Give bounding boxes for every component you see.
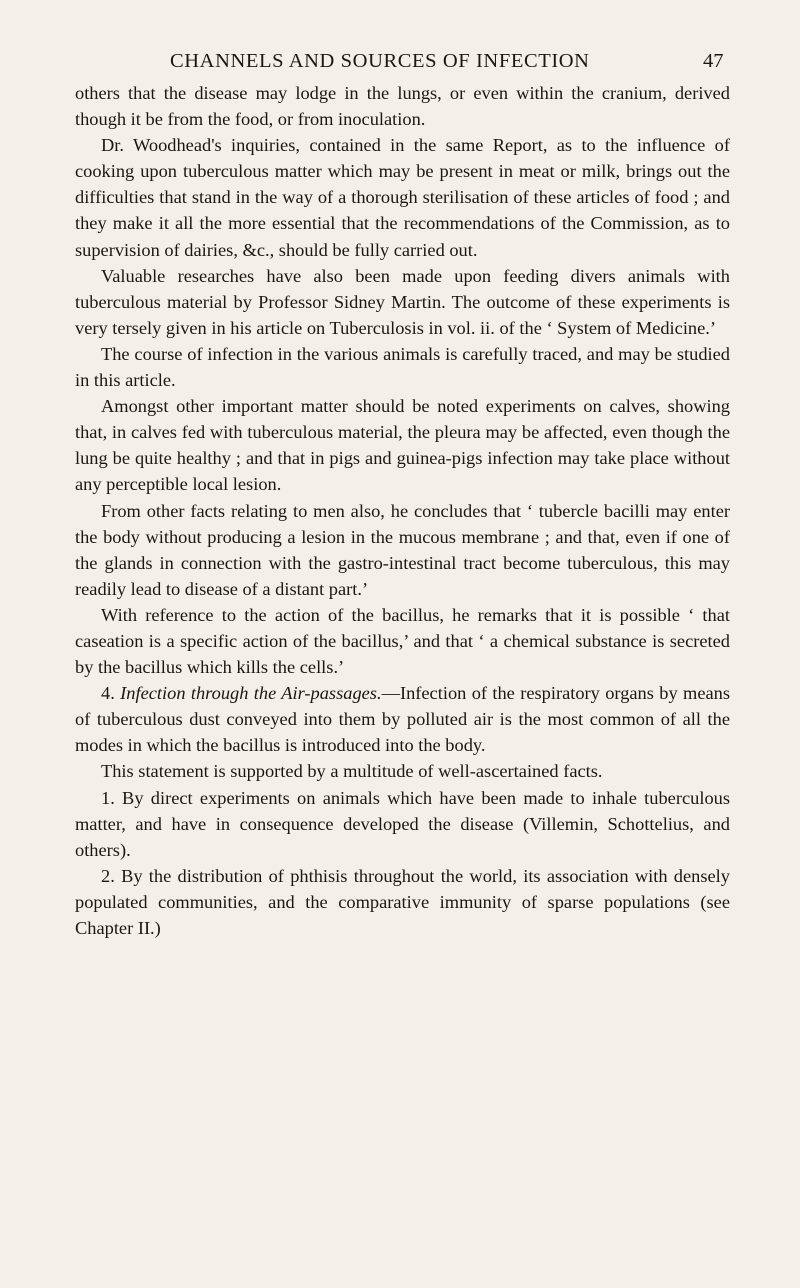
paragraph-woodhead: Dr. Woodhead's inquiries, contained in the same Report, as to the influence of cooking upon tuberculous matter which may be present in meat or milk, brings out the difficulties that stand in the way of a thorough sterilisation of these articles of food ; and they make it all the more essential that the recommendations of the Commission, as to supervision of dairies, &c., should be fully carried out. [75,135,730,260]
paragraph-action-bacillus: With reference to the action of the bacillus, he remarks that it is possible ‘ that caseation is a specific action of the bacillus,’ and that ‘ a chemical substance is secreted by the bacillus which kills the cells.’ [75,604,730,678]
running-title: CHANNELS AND SOURCES OF INFECTION [170,50,590,72]
paragraph-continuation: others that the disease may lodge in the lungs, or even within the cranium, derived though it be from the food, or from inoculation. [75,83,730,130]
page-number: 47 [703,50,724,72]
paragraph-researches: Valuable researches have also been made upon feeding divers animals with tuberculous material by Professor Sidney Martin. The outcome of these experiments is very tersely given in his article on Tuberculosis in vol. ii. of the ‘ System of Medicine.’ [75,265,730,338]
paragraph-facts-men: From other facts relating to men also, he concludes that ‘ tubercle bacilli may enter the body without producing a lesion in the mucous membrane ; and that, even if one of the glands in connection with the gastro-intestinal tract become tuberculous, this may readily lead to disease of a distant part.’ [75,500,730,599]
section-4-paragraph [75,680,730,758]
paragraph-statement: This statement is supported by a multitude of well-ascertained facts. [101,761,603,782]
section-heading: Infection through the Air-passages. [120,683,382,704]
body-text [75,80,730,941]
section-number: 4. [101,683,115,704]
list-item-2: 2. By the distribution of phthisis throughout the world, its association with densely populated communities, and the comparative immunity of sparse populations (see Chapter II.) [75,865,730,938]
list-item-1: 1. By direct experiments on animals which have been made to inhale tuberculous matter, and have in consequence developed the disease (Villemin, Schottelius, and others). [75,787,730,860]
running-head [0,46,800,76]
paragraph-experiments-calves: Amongst other important matter should be noted experiments on calves, showing that, in calves fed with tuberculous material, the pleura may be affected, even though the lung be quite healthy ; and that in pigs and guinea-pigs infection may take place without any perceptible local lesion. [75,396,730,495]
paragraph-course-of-infection: The course of infection in the various animals is carefully traced, and may be studied in this article. [75,343,730,391]
section-text: —Infection of the respiratory organs by means of tuberculous dust conveyed into them by polluted air is the most common of all the modes in which the bacillus is introduced into the body. [75,683,730,756]
